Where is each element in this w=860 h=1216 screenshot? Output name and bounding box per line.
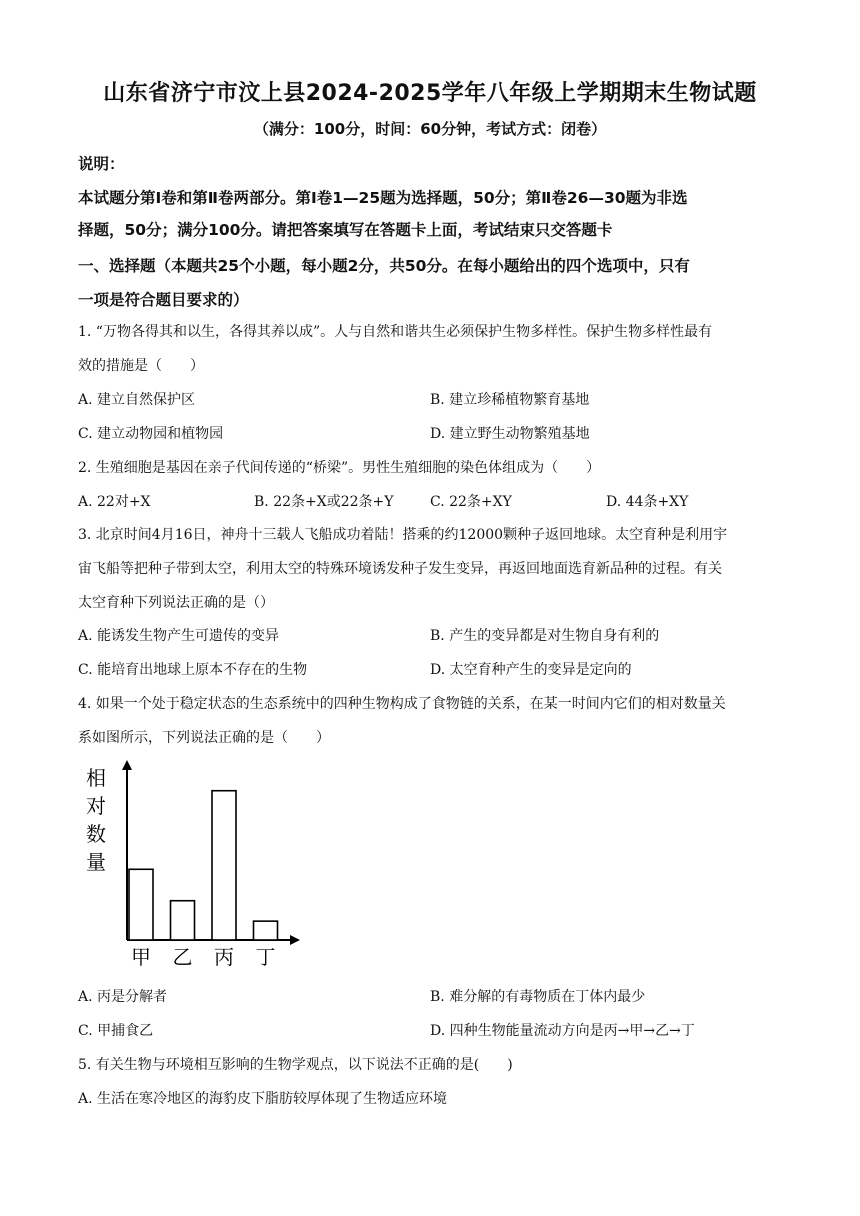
q4-option-c: C. 甲捕食乙	[78, 1023, 154, 1039]
section-heading-1: 一、选择题（本题共25个小题，每小题2分，共50分。在每小题给出的四个选项中，只有	[78, 257, 690, 275]
y-axis-label: 量	[86, 850, 106, 874]
q2-stem: 2. 生殖细胞是基因在亲子代间传递的“桥梁”。男性生殖细胞的染色体组成为（ ）	[78, 460, 601, 476]
x-tick-label: 丁	[255, 945, 276, 969]
bar-丙	[212, 791, 236, 940]
q4-option-a: A. 丙是分解者	[78, 989, 168, 1005]
q1-option-b: B. 建立珍稀植物繁育基地	[430, 392, 590, 408]
q1-option-a: A. 建立自然保护区	[78, 392, 196, 408]
q3-option-d: D. 太空育种产生的变异是定向的	[430, 662, 632, 678]
q5-stem: 5. 有关生物与环境相互影响的生物学观点，以下说法不正确的是( )	[78, 1057, 513, 1073]
section-heading-2: 一项是符合题目要求的）	[78, 291, 249, 309]
intro-line-2: 择题，50分；满分100分。请把答案填写在答题卡上面，考试结束只交答题卡	[78, 221, 613, 239]
q1-option-c: C. 建立动物园和植物园	[78, 426, 224, 442]
q1-option-d: D. 建立野生动物繁殖基地	[430, 426, 590, 442]
q4-bar-chart	[80, 755, 320, 975]
q3-stem-1: 3. 北京时间4月16日，神舟十三载人飞船成功着陆！搭乘的约12000颗种子返回地球。太空育种是利用宇	[78, 527, 728, 543]
intro-heading: 说明：	[78, 155, 125, 173]
page-title: 山东省济宁市汶上县2024-2025学年八年级上学期期末生物试题	[103, 81, 757, 106]
x-tick-label: 甲	[131, 945, 151, 969]
q3-option-c: C. 能培育出地球上原本不存在的生物	[78, 662, 308, 678]
y-axis-label: 对	[86, 794, 106, 818]
y-axis-label: 数	[86, 822, 106, 846]
page-subtitle: （满分：100分，时间：60分钟，考试方式：闭卷）	[253, 120, 607, 138]
x-axis-arrow	[290, 935, 300, 945]
x-tick-label: 丙	[214, 945, 234, 969]
q4-stem-2: 系如图所示，下列说法正确的是（ ）	[78, 730, 330, 746]
y-axis-label: 相	[86, 766, 106, 790]
y-axis-arrow	[122, 760, 132, 770]
q3-stem-3: 太空育种下列说法正确的是（）	[78, 595, 274, 611]
q4-option-d: D. 四种生物能量流动方向是丙→甲→乙→丁	[430, 1023, 695, 1039]
q5-option-a: A. 生活在寒冷地区的海豹皮下脂肪较厚体现了生物适应环境	[78, 1091, 448, 1107]
q1-stem-2: 效的措施是（ ）	[78, 358, 204, 374]
bar-乙	[171, 901, 195, 940]
bar-丁	[254, 921, 278, 940]
q2-option-c: C. 22条+XY	[430, 494, 512, 510]
q3-option-a: A. 能诱发生物产生可遗传的变异	[78, 628, 280, 644]
q2-option-a: A. 22对+X	[78, 494, 151, 510]
bar-甲	[129, 869, 153, 940]
q2-option-b: B. 22条+X或22条+Y	[254, 494, 394, 510]
q4-option-b: B. 难分解的有毒物质在丁体内最少	[430, 989, 646, 1005]
q4-stem-1: 4. 如果一个处于稳定状态的生态系统中的四种生物构成了食物链的关系，在某一时间内它们的相对数量关	[78, 696, 726, 712]
q3-stem-2: 宙飞船等把种子带到太空，利用太空的特殊环境诱发种子发生变异，再返回地面选育新品种的过程。有关	[78, 561, 722, 577]
q2-option-d: D. 44条+XY	[606, 494, 689, 510]
q1-stem-1: 1. “万物各得其和以生，各得其养以成”。人与自然和谐共生必须保护生物多样性。保护生物多样性最有	[78, 324, 713, 340]
q3-option-b: B. 产生的变异都是对生物自身有利的	[430, 628, 660, 644]
intro-line-1: 本试题分第Ⅰ卷和第Ⅱ卷两部分。第Ⅰ卷1—25题为选择题，50分；第Ⅱ卷26—30题为非选	[78, 189, 688, 207]
x-tick-label: 乙	[172, 945, 193, 969]
